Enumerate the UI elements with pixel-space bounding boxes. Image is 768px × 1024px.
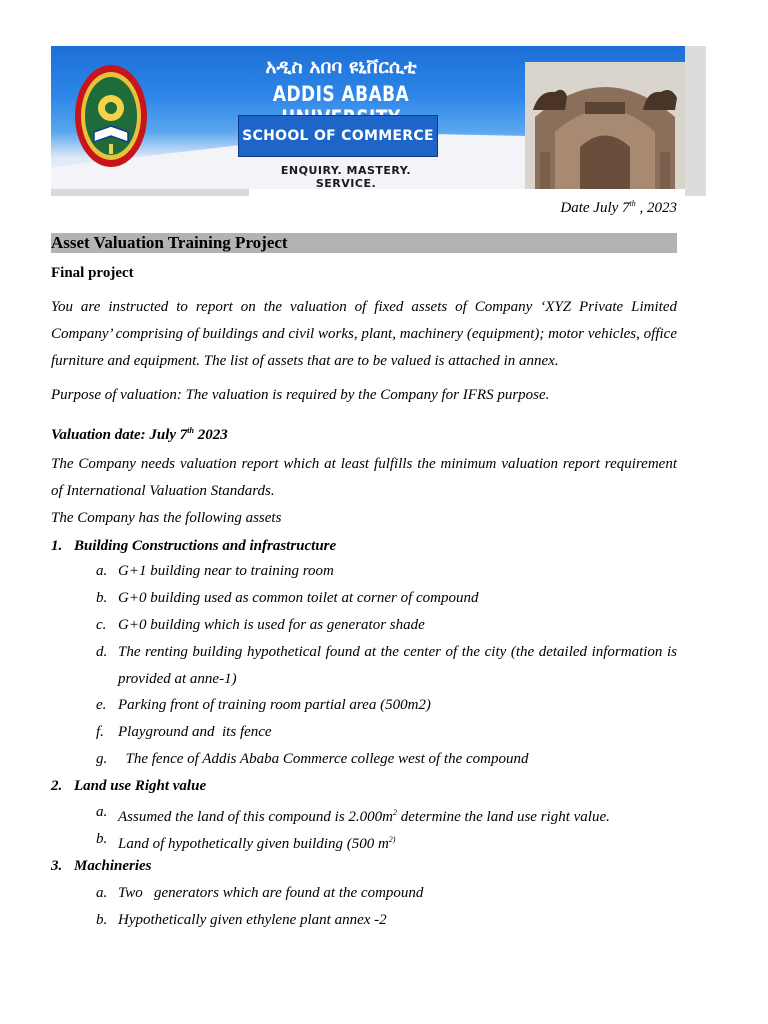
list-item: a. G+1 building near to training room (96, 563, 334, 579)
list-item: f. Playground and its fence (96, 724, 272, 740)
instructions-paragraph: You are instructed to report on the valuation of fixed assets of Company ‘XYZ Private Limited Company’ comprising of buildings and civil works, plant, machinery (equipment); motor vehicles, office furniture and equipment. The list of assets that are to be valued is attached in annex. (51, 299, 677, 369)
section-heading: 1. Building Constructions and infrastructure (51, 538, 337, 554)
school-name: SCHOOL OF COMMERCE (242, 128, 434, 144)
valuation-date: Valuation date: July 7th 2023 (51, 426, 228, 443)
banner-edge (51, 189, 249, 196)
university-seal-logo (74, 64, 148, 168)
purpose-paragraph: Purpose of valuation: The valuation is required by the Company for IFRS purpose. (51, 387, 550, 403)
university-banner (51, 46, 706, 196)
building-lions-image (525, 62, 685, 189)
list-item: b. G+0 building used as common toilet at corner of compound (96, 590, 479, 606)
banner-edge (685, 46, 706, 196)
section-heading: 3. Machineries (51, 858, 152, 874)
section-heading: 2. Land use Right value (51, 778, 207, 794)
requirements-paragraph: The Company needs valuation report which at least fulfills the minimum valuation report requirement of International Valuation Standards. (51, 456, 677, 499)
assets-intro: The Company has the following assets (51, 510, 282, 526)
university-motto: ENQUIRY. MASTERY. SERVICE. (280, 164, 412, 190)
list-item: c. G+0 building which is used for as generator shade (96, 617, 425, 633)
document-date: Date July 7th , 2023 (560, 199, 677, 216)
list-item: a. Two generators which are found at the compound (96, 885, 424, 901)
list-item: g. The fence of Addis Ababa Commerce college west of the compound (96, 751, 529, 767)
school-name-box (238, 115, 438, 157)
list-item: b. Land of hypothetically given building (500 $m^{2)}$ (96, 831, 396, 852)
amharic-title: አዲስ አበባ ዩኒቨርሲቲ (265, 56, 417, 78)
document-title: Asset Valuation Training Project (51, 233, 288, 252)
list-item: d. The renting building hypothetical found at the center of the city (the detailed information is provided at anne-1) (96, 644, 677, 687)
list-item: a. Assumed the land of this compound is $2.000m^2$ determine the land use right value. (96, 804, 610, 825)
subheading: Final project (51, 265, 134, 281)
university-name: ADDIS ABABA (272, 82, 410, 106)
list-item: b. Hypothetically given ethylene plant annex -2 (96, 912, 387, 928)
list-item: e. Parking front of training room partial area (500m2) (96, 697, 431, 713)
